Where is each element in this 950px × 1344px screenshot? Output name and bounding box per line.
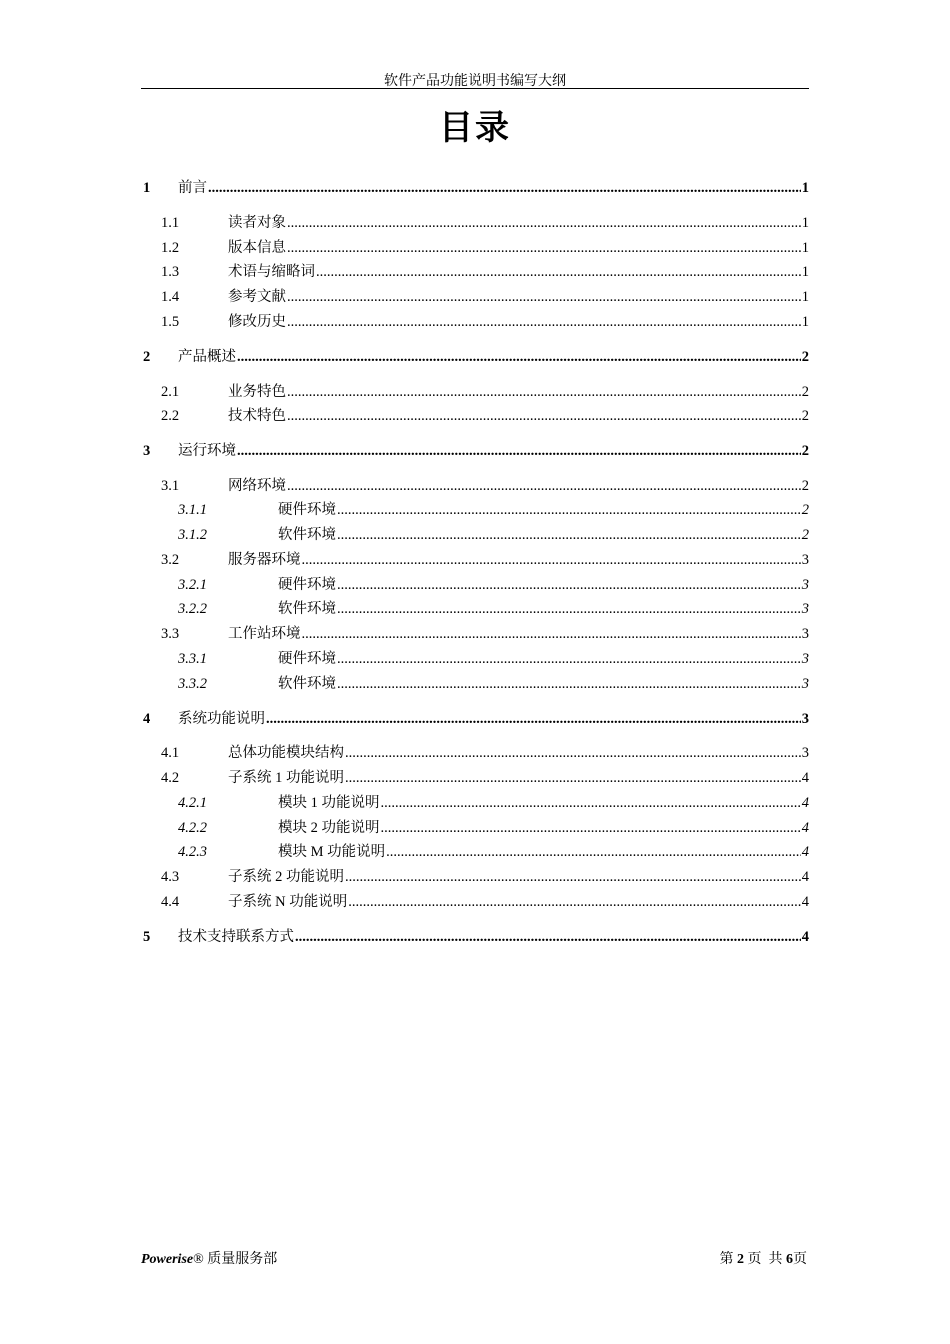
toc-leader [381, 791, 801, 815]
toc-entry[interactable] [0, 925, 950, 949]
toc-title: 术语与缩略词 [228, 264, 315, 280]
toc-title: 产品概述 [178, 349, 236, 365]
toc-title: 模块 2 功能说明 [278, 820, 380, 836]
toc-number: 4.3 [161, 869, 180, 885]
toc-entry[interactable] [0, 523, 950, 547]
current-page: 2 [737, 1252, 744, 1267]
toc-number: 4.2 [161, 770, 180, 786]
toc-title: 硬件环境 [278, 651, 336, 667]
toc-leader [287, 236, 801, 260]
toc-page: 4 [801, 894, 809, 910]
toc-title: 模块 1 功能说明 [278, 795, 380, 811]
toc-entry[interactable] [0, 622, 950, 646]
toc-leader [386, 840, 801, 864]
toc-number: 3.1 [161, 478, 180, 494]
toc-title: 系统功能说明 [178, 711, 265, 727]
toc-leader [345, 865, 801, 889]
toc-leader [337, 647, 801, 671]
toc-entry[interactable] [0, 236, 950, 260]
toc-number: 4 [143, 711, 151, 727]
toc-leader [348, 890, 801, 914]
toc-leader [381, 816, 801, 840]
toc-entry[interactable] [0, 840, 950, 864]
toc-leader [287, 310, 801, 334]
toc-entry[interactable] [0, 310, 950, 334]
toc-title: 总体功能模块结构 [228, 745, 344, 761]
toc-title: 读者对象 [228, 215, 286, 231]
toc-number: 3.2 [161, 552, 180, 568]
toc-page: 3 [801, 711, 809, 727]
toc-number: 3 [143, 443, 151, 459]
toc-number: 3.3 [161, 626, 180, 642]
toc-title: 修改历史 [228, 314, 286, 330]
toc-page: 1 [801, 289, 809, 305]
toc-page: 3 [801, 676, 809, 692]
toc-entry[interactable] [0, 176, 950, 200]
toc-leader [237, 439, 801, 463]
toc-title: 技术支持联系方式 [178, 929, 294, 945]
toc-title: 工作站环境 [228, 626, 301, 642]
toc-page: 2 [801, 478, 809, 494]
toc-page: 3 [801, 651, 809, 667]
toc-entry[interactable] [0, 573, 950, 597]
toc-title: 软件环境 [278, 527, 336, 543]
toc-page: 2 [801, 502, 809, 518]
toc-leader [302, 622, 801, 646]
page-mid: 页 共 [747, 1252, 783, 1267]
brand-name: Powerise [141, 1252, 194, 1267]
toc-title: 硬件环境 [278, 577, 336, 593]
toc-page: 2 [801, 408, 809, 424]
toc-title: 子系统 1 功能说明 [228, 770, 344, 786]
toc-entry[interactable] [0, 285, 950, 309]
toc-title: 网络环境 [228, 478, 286, 494]
toc-leader [295, 925, 801, 949]
toc-title: 硬件环境 [278, 502, 336, 518]
toc-page: 4 [801, 844, 809, 860]
toc-leader [337, 672, 801, 696]
toc-leader [208, 176, 801, 200]
total-pages: 6 [786, 1252, 793, 1267]
page-suffix: 页 [793, 1252, 807, 1267]
toc-leader [316, 260, 801, 284]
toc-number: 1.1 [161, 215, 180, 231]
toc-leader [345, 741, 801, 765]
toc-leader [337, 573, 801, 597]
toc-leader [287, 474, 801, 498]
registered-mark: ® [193, 1252, 204, 1267]
toc-entry[interactable] [0, 474, 950, 498]
toc-number: 4.2.2 [178, 820, 207, 836]
toc-number: 2.2 [161, 408, 180, 424]
toc-page: 2 [801, 349, 809, 365]
toc-entry[interactable] [0, 865, 950, 889]
toc-entry[interactable] [0, 439, 950, 463]
toc-number: 1.2 [161, 240, 180, 256]
toc-leader [337, 523, 801, 547]
toc-page: 1 [801, 264, 809, 280]
toc-number: 3.1.2 [178, 527, 207, 543]
toc-page: 4 [801, 795, 809, 811]
toc-page: 3 [801, 601, 809, 617]
toc-title: 软件环境 [278, 601, 336, 617]
toc-leader [337, 498, 801, 522]
toc-title: 子系统 2 功能说明 [228, 869, 344, 885]
toc-leader [337, 597, 801, 621]
toc-page: 2 [801, 384, 809, 400]
toc-number: 1.5 [161, 314, 180, 330]
toc-entry[interactable] [0, 260, 950, 284]
toc-leader [287, 380, 801, 404]
toc-page: 1 [801, 314, 809, 330]
toc-page: 3 [801, 626, 809, 642]
toc-entry[interactable] [0, 597, 950, 621]
toc-number: 3.2.1 [178, 577, 207, 593]
toc-number: 3.3.1 [178, 651, 207, 667]
toc-page: 2 [801, 527, 809, 543]
page-prefix: 第 [719, 1252, 734, 1267]
toc-number: 4.2.3 [178, 844, 207, 860]
toc-entry[interactable] [0, 647, 950, 671]
toc-page: 4 [801, 929, 809, 945]
toc-title: 运行环境 [178, 443, 236, 459]
toc-title: 业务特色 [228, 384, 286, 400]
toc-number: 3.3.2 [178, 676, 207, 692]
toc-leader [302, 548, 801, 572]
toc-leader [266, 707, 801, 731]
toc-number: 1.4 [161, 289, 180, 305]
toc-entry[interactable] [0, 345, 950, 369]
toc-entry[interactable] [0, 498, 950, 522]
toc-title: 前言 [178, 180, 207, 196]
toc-entry[interactable] [0, 548, 950, 572]
toc-number: 5 [143, 929, 151, 945]
toc-page: 2 [801, 443, 809, 459]
toc-page: 1 [801, 240, 809, 256]
toc-title: 子系统 N 功能说明 [228, 894, 348, 910]
toc-entry[interactable] [0, 707, 950, 731]
toc-page: 4 [801, 820, 809, 836]
toc-entry[interactable] [0, 211, 950, 235]
toc-title: 软件环境 [278, 676, 336, 692]
toc-entry[interactable] [0, 741, 950, 765]
toc-leader [287, 404, 801, 428]
toc-entry[interactable] [0, 380, 950, 404]
page-indicator [720, 1248, 808, 1268]
toc-entry[interactable] [0, 672, 950, 696]
toc-entry[interactable] [0, 766, 950, 790]
header-rule [141, 88, 809, 89]
toc-entry[interactable] [0, 890, 950, 914]
toc-entry[interactable] [0, 816, 950, 840]
toc-page: 3 [801, 745, 809, 761]
footer-brand [141, 1248, 277, 1268]
toc-number: 4.4 [161, 894, 180, 910]
toc-entry[interactable] [0, 791, 950, 815]
toc-page: 1 [801, 215, 809, 231]
department-name: 质量服务部 [207, 1252, 278, 1267]
toc-number: 1 [143, 180, 151, 196]
toc-leader [287, 211, 801, 235]
toc-title: 模块 M 功能说明 [278, 844, 386, 860]
toc-number: 2.1 [161, 384, 180, 400]
toc-number: 3.1.1 [178, 502, 207, 518]
toc-number: 4.2.1 [178, 795, 207, 811]
toc-page: 4 [801, 869, 809, 885]
toc-page: 1 [801, 180, 809, 196]
page-title: 目录 [439, 108, 511, 148]
toc-number: 4.1 [161, 745, 180, 761]
toc-title: 参考文献 [228, 289, 286, 305]
toc-leader [237, 345, 801, 369]
toc-title: 版本信息 [228, 240, 286, 256]
toc-number: 1.3 [161, 264, 180, 280]
toc-leader [287, 285, 801, 309]
toc-page: 3 [801, 577, 809, 593]
toc-number: 2 [143, 349, 151, 365]
toc-title: 服务器环境 [228, 552, 301, 568]
toc-title: 技术特色 [228, 408, 286, 424]
toc-leader [345, 766, 801, 790]
toc-number: 3.2.2 [178, 601, 207, 617]
toc-page: 3 [801, 552, 809, 568]
toc-entry[interactable] [0, 404, 950, 428]
toc-page: 4 [801, 770, 809, 786]
running-header: 软件产品功能说明书编写大纲 [384, 74, 566, 89]
